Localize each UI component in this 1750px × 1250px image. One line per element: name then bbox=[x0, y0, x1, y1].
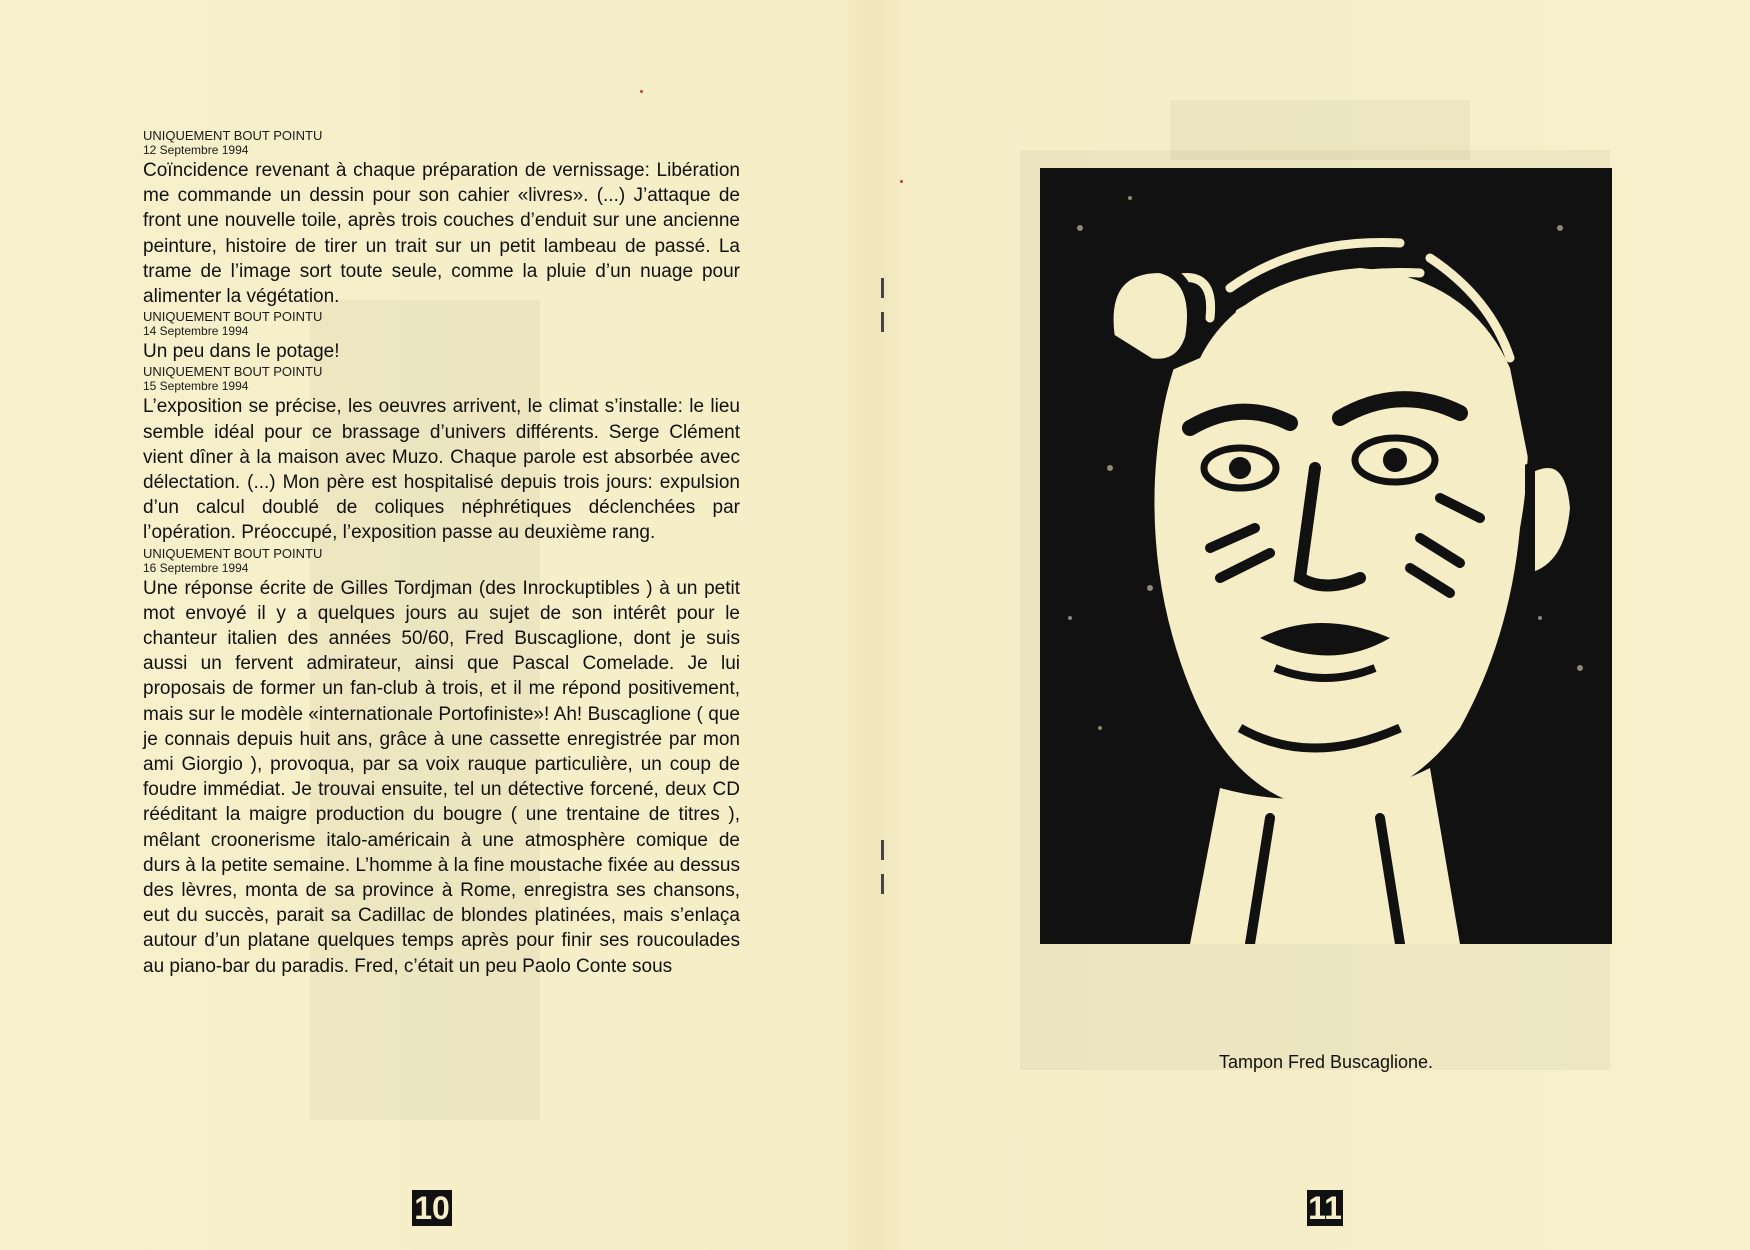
image-caption: Tampon Fred Buscaglione. bbox=[1218, 1052, 1434, 1072]
entry-date: 15 Septembre 1994 bbox=[143, 379, 249, 394]
entry-text: Coïncidence revenant à chaque préparation de vernissage: Libération me commande un dessin pour son cahier «livres». (...) J’attaque de front une nouvelle toile, après trois couches d’enduit sur une ancienne peinture, histoire de tirer un trait sur un petit lambeau de passé. La trame de l’image sort toute seule, comme la pluie d’un nuage pour alimenter la végétation. bbox=[143, 160, 740, 308]
portrait-woodcut-image bbox=[1040, 168, 1612, 944]
journal-entry bbox=[143, 128, 740, 309]
journal-entry bbox=[143, 309, 740, 364]
entry-text: L’exposition se précise, les oeuvres arrivent, le climat s’installe: le lieu semble idéal pour ce brassage d’univers différents. Serge Clément vient dîner à la maison avec Muzo. Chaque parole est absorbée avec délectation. (...) Mon père est hospitalisé depuis trois jours: expulsion d’un calcul doublé de coliques néphrétiques déclenchées par l’opération. Préoccupé, l’exposition passe au deuxième rang. bbox=[143, 396, 740, 544]
staple-bottom bbox=[881, 874, 884, 894]
red-speck bbox=[900, 180, 903, 183]
entry-title: UNIQUEMENT BOUT POINTU bbox=[143, 128, 323, 143]
entry-date: 16 Septembre 1994 bbox=[143, 560, 249, 575]
staple-top bbox=[881, 278, 884, 298]
entry-header bbox=[143, 128, 740, 158]
entry-text: Une réponse écrite de Gilles Tordjman (des Inrockuptibles ) à un petit mot envoyé il y a quelques jours au sujet de son intérêt pour le chanteur italien des années 50/60, Fred Buscaglione, dont je suis aussi un fervent admirateur, ainsi que Pascal Comelade. Je lui proposais de former un fan-club à trois, et il me répond positivement, mais sur le modèle «internationale Portofiniste»! Ah! Buscaglione ( que je connais depuis huit ans, grâce à une cassette enregistrée par mon ami Giorgio ), provoqua, par sa voix rauque particulière, un coup de foudre immédiat. Je trouvai ensuite, tel un détective forcené, deux CD rééditant la maigre production du bougre ( une trentaine de titres ), mêlant croonerisme italo-américain à une atmosphère comique de durs à la petite semaine. L’homme à la fine moustache fixée au dessus des lèvres, monta de sa province à Rome, enregistra ses chansons, eut du succès, parait sa Cadillac de blondes platinées, mais s’enlaça autour d’un platane quelques temps après pour finir ses roucoulades au piano-bar du paradis. Fred, c’était un peu Paolo Conte sous bbox=[143, 577, 740, 977]
entry-title: UNIQUEMENT BOUT POINTU bbox=[143, 545, 323, 561]
staple-bottom bbox=[881, 840, 884, 860]
left-page-text bbox=[143, 128, 740, 979]
right-top-show-through bbox=[1170, 100, 1470, 160]
entry-title: UNIQUEMENT BOUT POINTU bbox=[143, 309, 323, 325]
entry-date: 12 Septembre 1994 bbox=[143, 143, 249, 157]
entry-header bbox=[143, 546, 740, 576]
staple-top bbox=[881, 312, 884, 332]
entry-title: UNIQUEMENT BOUT POINTU bbox=[143, 364, 323, 380]
journal-entry bbox=[143, 546, 740, 979]
left-page-number: 10 bbox=[412, 1190, 452, 1226]
right-page-number: 11 bbox=[1308, 1190, 1342, 1226]
entry-header bbox=[143, 309, 740, 339]
red-speck bbox=[640, 90, 643, 93]
entry-text: Un peu dans le potage! bbox=[143, 341, 340, 363]
entry-date: 14 Septembre 1994 bbox=[143, 324, 249, 339]
entry-header bbox=[143, 364, 740, 394]
journal-entry bbox=[143, 364, 740, 545]
